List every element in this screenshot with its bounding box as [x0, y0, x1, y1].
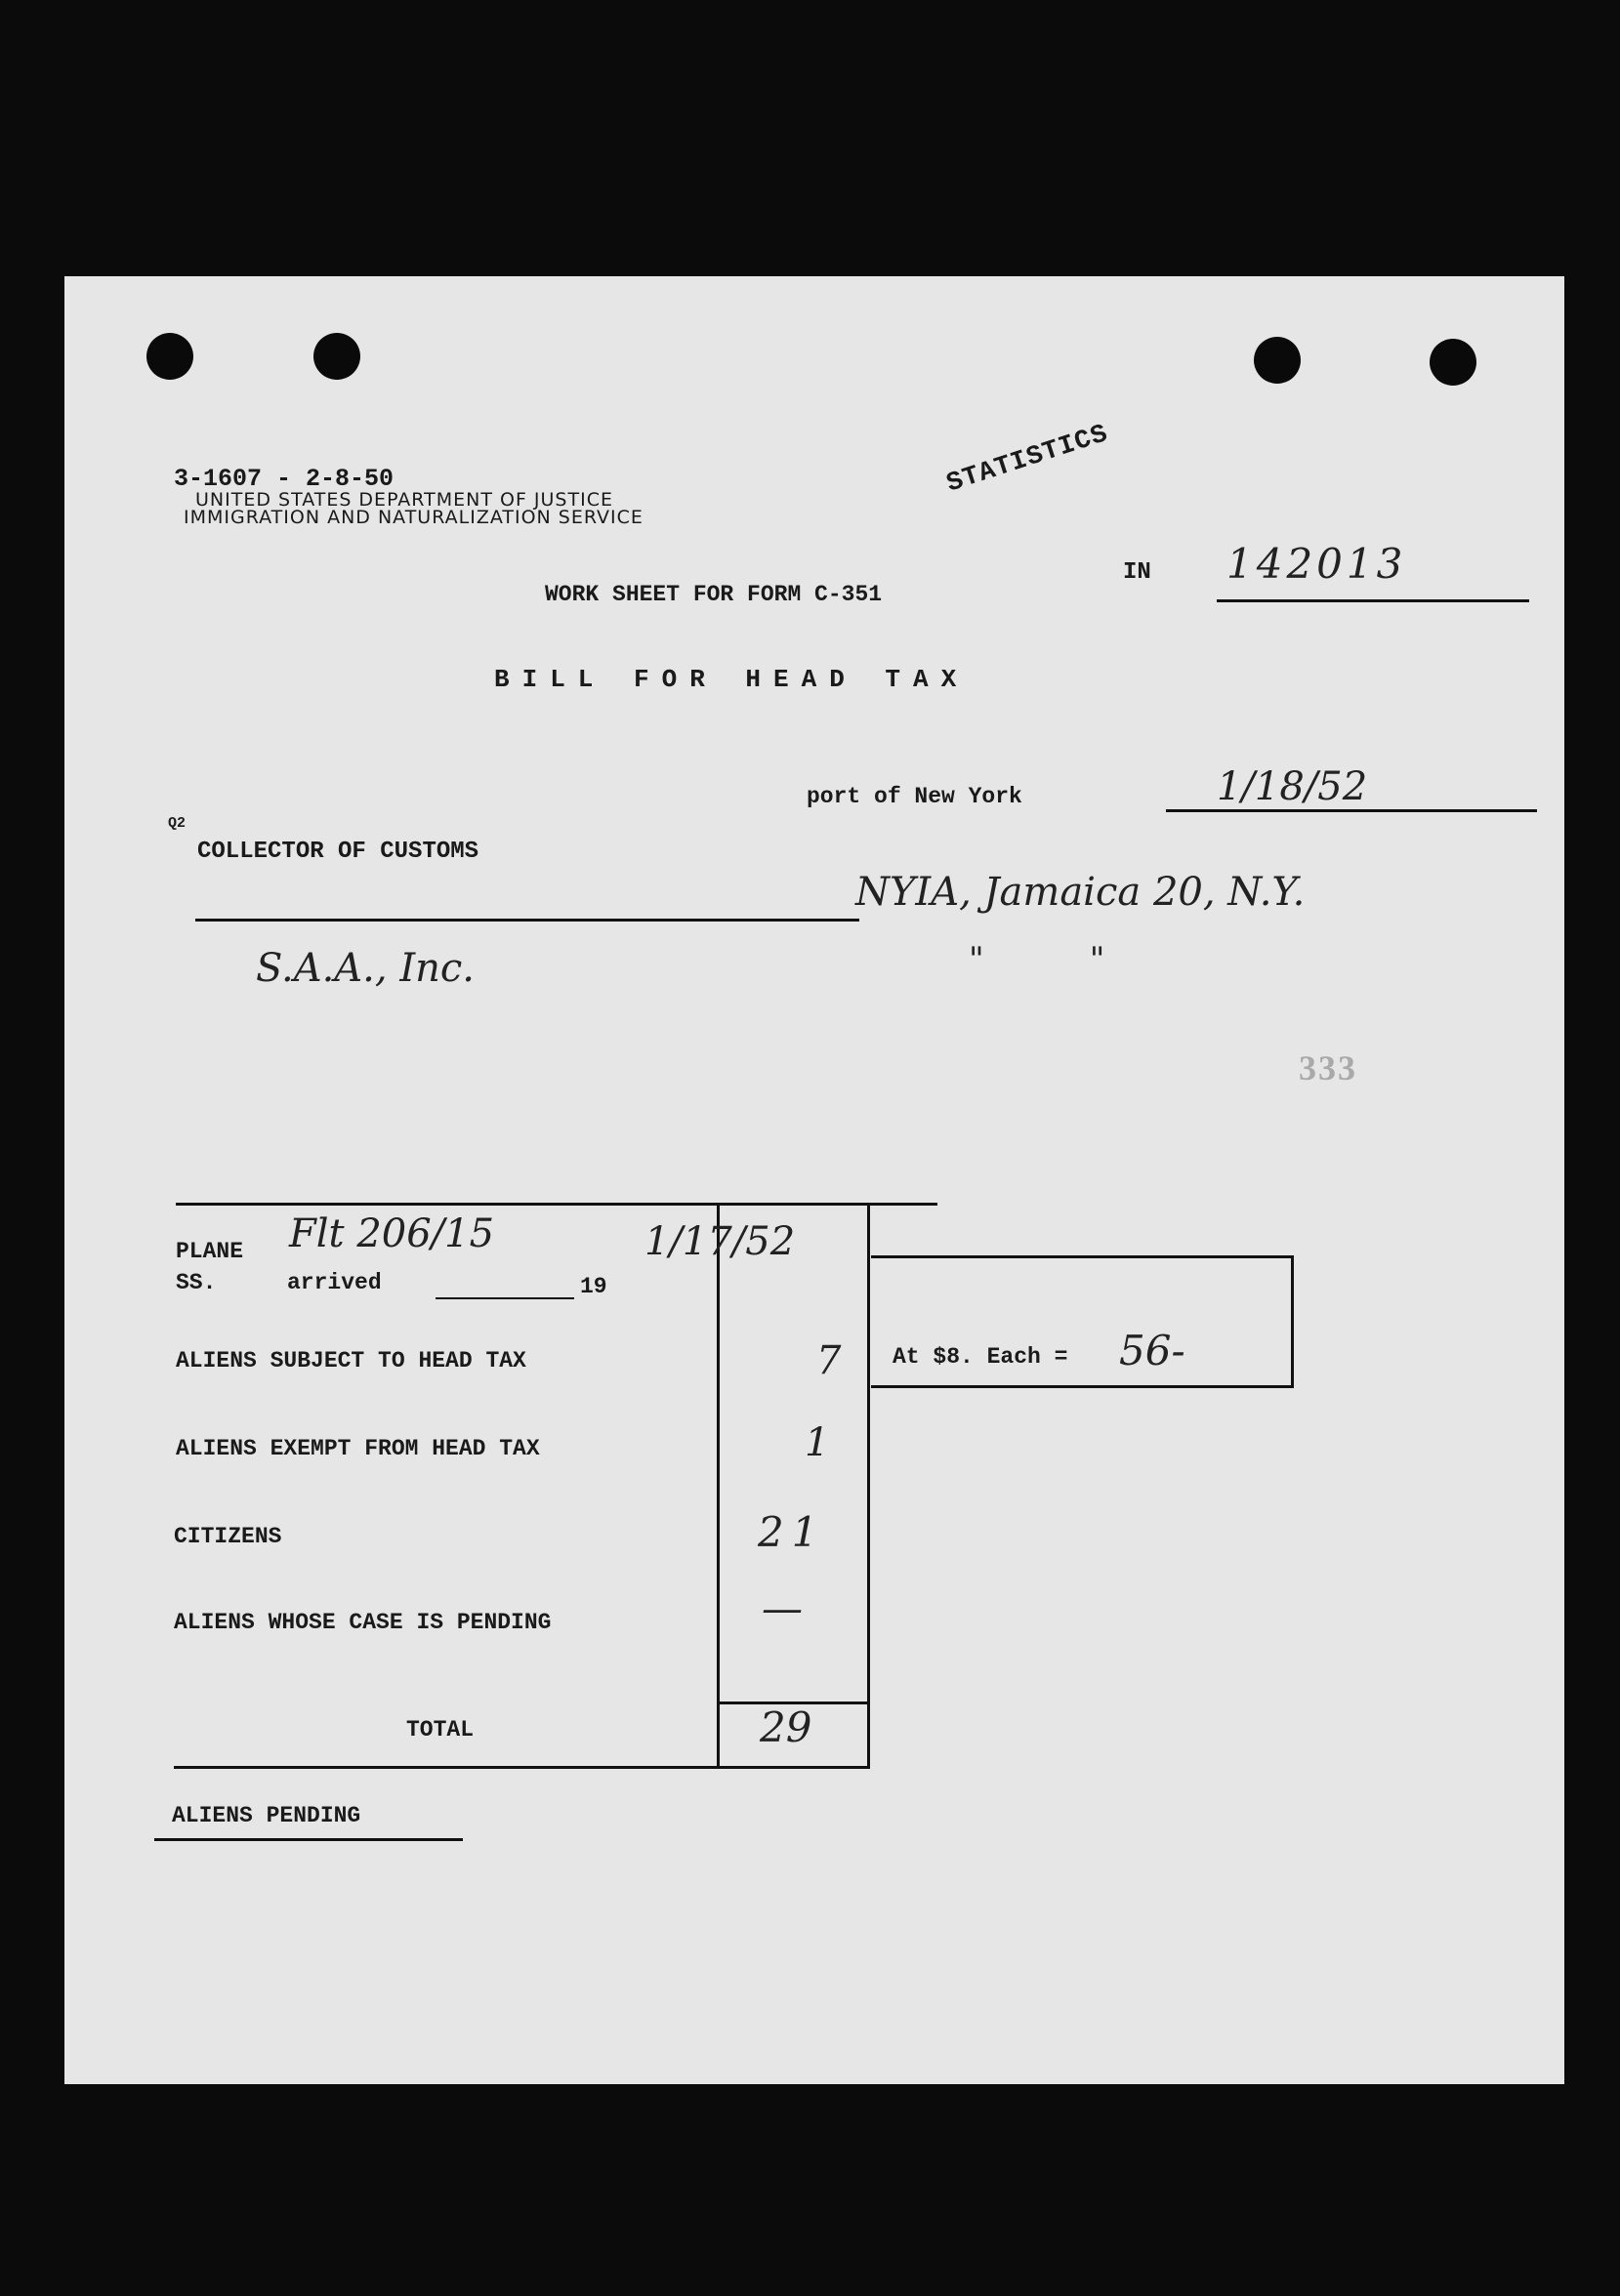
agency-line-1: UNITED STATES DEPARTMENT OF JUSTICE: [195, 489, 613, 511]
row-label-subject: ALIENS SUBJECT TO HEAD TAX: [176, 1348, 526, 1374]
flight-number: Flt 206/15: [289, 1211, 495, 1256]
plane-label: PLANE: [176, 1239, 244, 1264]
port-label: port of New York: [807, 784, 1022, 809]
bill-title: BILL FOR HEAD TAX: [494, 665, 970, 694]
in-label: IN: [1123, 559, 1151, 586]
in-number: 142013: [1226, 540, 1407, 588]
rate-label: At $8. Each =: [893, 1344, 1068, 1370]
arrived-underline: [436, 1297, 574, 1299]
row-value-pending: —: [762, 1584, 803, 1632]
document-page: [64, 276, 1564, 2084]
ss-label: SS.: [176, 1270, 217, 1295]
punch-hole: [1254, 337, 1301, 384]
page-number: 333: [1299, 1048, 1357, 1087]
total-value: 29: [760, 1703, 812, 1751]
year-prefix: 19: [580, 1274, 607, 1299]
collector-label: COLLECTOR OF CUSTOMS: [197, 839, 479, 865]
row-value-subject: 7: [816, 1338, 842, 1383]
row-label-exempt: ALIENS EXEMPT FROM HEAD TAX: [176, 1436, 540, 1461]
company-name: S.A.A., Inc.: [256, 946, 476, 991]
row-value-citizens: 21: [758, 1508, 826, 1556]
aliens-pending-underline: [154, 1838, 463, 1841]
date-underline: [1166, 809, 1537, 812]
arrived-label: arrived: [287, 1270, 382, 1295]
table-col-right-rule: [867, 1203, 870, 1769]
punch-hole: [146, 333, 193, 380]
rate-amount: 56-: [1119, 1327, 1185, 1374]
ditto-marks: " ": [969, 940, 1105, 979]
agency-line-2: IMMIGRATION AND NATURALIZATION SERVICE: [184, 507, 644, 528]
table-bottom-rule: [174, 1766, 870, 1769]
punch-hole: [1430, 339, 1476, 386]
row-value-exempt: 1: [805, 1420, 830, 1465]
collector-address: NYIA, Jamaica 20, N.Y.: [855, 870, 1306, 915]
form-number: 3-1607 - 2-8-50: [174, 465, 395, 493]
row-label-pending: ALIENS WHOSE CASE IS PENDING: [174, 1610, 552, 1635]
aliens-pending-label: ALIENS PENDING: [172, 1803, 361, 1828]
table-top-rule: [176, 1203, 937, 1206]
table-col-left-rule: [717, 1203, 720, 1769]
to-prefix: Q2: [168, 815, 187, 832]
total-label: TOTAL: [406, 1717, 475, 1742]
row-label-citizens: CITIZENS: [174, 1524, 282, 1549]
collector-underline: [195, 919, 859, 922]
arrival-date: 1/17/52: [644, 1219, 796, 1264]
statistics-stamp: STATISTICS: [943, 419, 1112, 500]
punch-hole: [313, 333, 360, 380]
bill-date: 1/18/52: [1217, 764, 1368, 809]
worksheet-title: WORK SHEET FOR FORM C-351: [545, 582, 883, 607]
in-underline: [1217, 599, 1529, 602]
